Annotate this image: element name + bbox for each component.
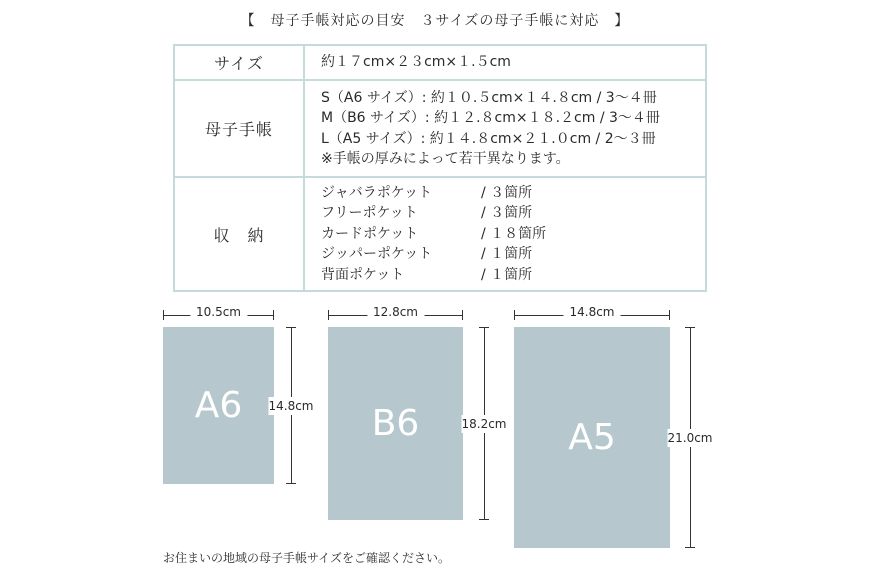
book-note: ※手帳の厚みによって若干異なります。 — [321, 151, 570, 167]
a6-height-dimension — [268, 327, 314, 484]
a6-book-label: A6 — [194, 385, 243, 426]
storage-label: 収 納 — [174, 177, 304, 291]
storage-item-count: / １８箇所 — [481, 225, 547, 242]
storage-item — [321, 224, 705, 245]
table-row-size — [174, 45, 706, 80]
storage-item — [321, 265, 705, 286]
size-label: サイズ — [174, 45, 304, 80]
a5-height-label: 21.0cm — [667, 430, 713, 445]
book-line-l: L（A5 サイズ）: 約１４.８cm×２１.０cm / 2～３冊 — [321, 130, 656, 147]
a6-width-dimension — [163, 305, 274, 322]
spec-table — [173, 44, 707, 292]
storage-item-name: ジャバラポケット — [321, 184, 433, 201]
a6-height-label: 14.8cm — [268, 398, 314, 413]
a5-book-label: A5 — [568, 417, 616, 458]
storage-item-name: フリーポケット — [321, 205, 418, 222]
storage-item-count: / １箇所 — [481, 246, 533, 263]
page-title: 【 母子手帳対応の目安 ３サイズの母子手帳に対応 】 — [240, 13, 630, 29]
storage-item — [321, 203, 705, 224]
storage-item-name: カードポケット — [321, 225, 419, 242]
storage-item-name: ジッパーポケット — [321, 246, 433, 263]
b6-height-label: 18.2cm — [461, 416, 507, 431]
a5-height-dimension — [667, 327, 713, 548]
a5-width-label: 14.8cm — [563, 305, 620, 319]
book-line-m: M（B6 サイズ）: 約１２.８cm×１８.２cm / 3～４冊 — [321, 110, 660, 126]
b6-width-label: 12.8cm — [367, 305, 424, 319]
size-value: 約１７cm×２３cm×１.５cm — [304, 45, 706, 80]
storage-lines — [304, 177, 706, 291]
table-row-book — [174, 80, 706, 177]
a6-book — [163, 327, 274, 484]
b6-height-dimension — [461, 327, 507, 520]
storage-item — [321, 244, 705, 265]
footnote: お住まいの地域の母子手帳サイズをご確認ください。 — [163, 551, 451, 565]
a5-width-dimension — [514, 305, 670, 322]
book-lines — [304, 80, 706, 177]
book-label: 母子手帳 — [174, 80, 304, 177]
a5-book — [514, 327, 670, 548]
storage-item-count: / ３箇所 — [481, 184, 533, 201]
a6-width-label: 10.5cm — [190, 305, 247, 319]
storage-item — [321, 183, 705, 204]
storage-item-count: / ３箇所 — [481, 205, 533, 222]
b6-width-dimension — [328, 305, 463, 322]
b6-book — [328, 327, 463, 520]
table-row-storage — [174, 177, 706, 291]
b6-book-label: B6 — [371, 403, 420, 444]
storage-item-name: 背面ポケット — [321, 266, 405, 283]
book-line-s: S（A6 サイズ）: 約１０.５cm×１４.８cm / 3～４冊 — [321, 89, 657, 106]
storage-item-count: / １箇所 — [481, 266, 533, 283]
